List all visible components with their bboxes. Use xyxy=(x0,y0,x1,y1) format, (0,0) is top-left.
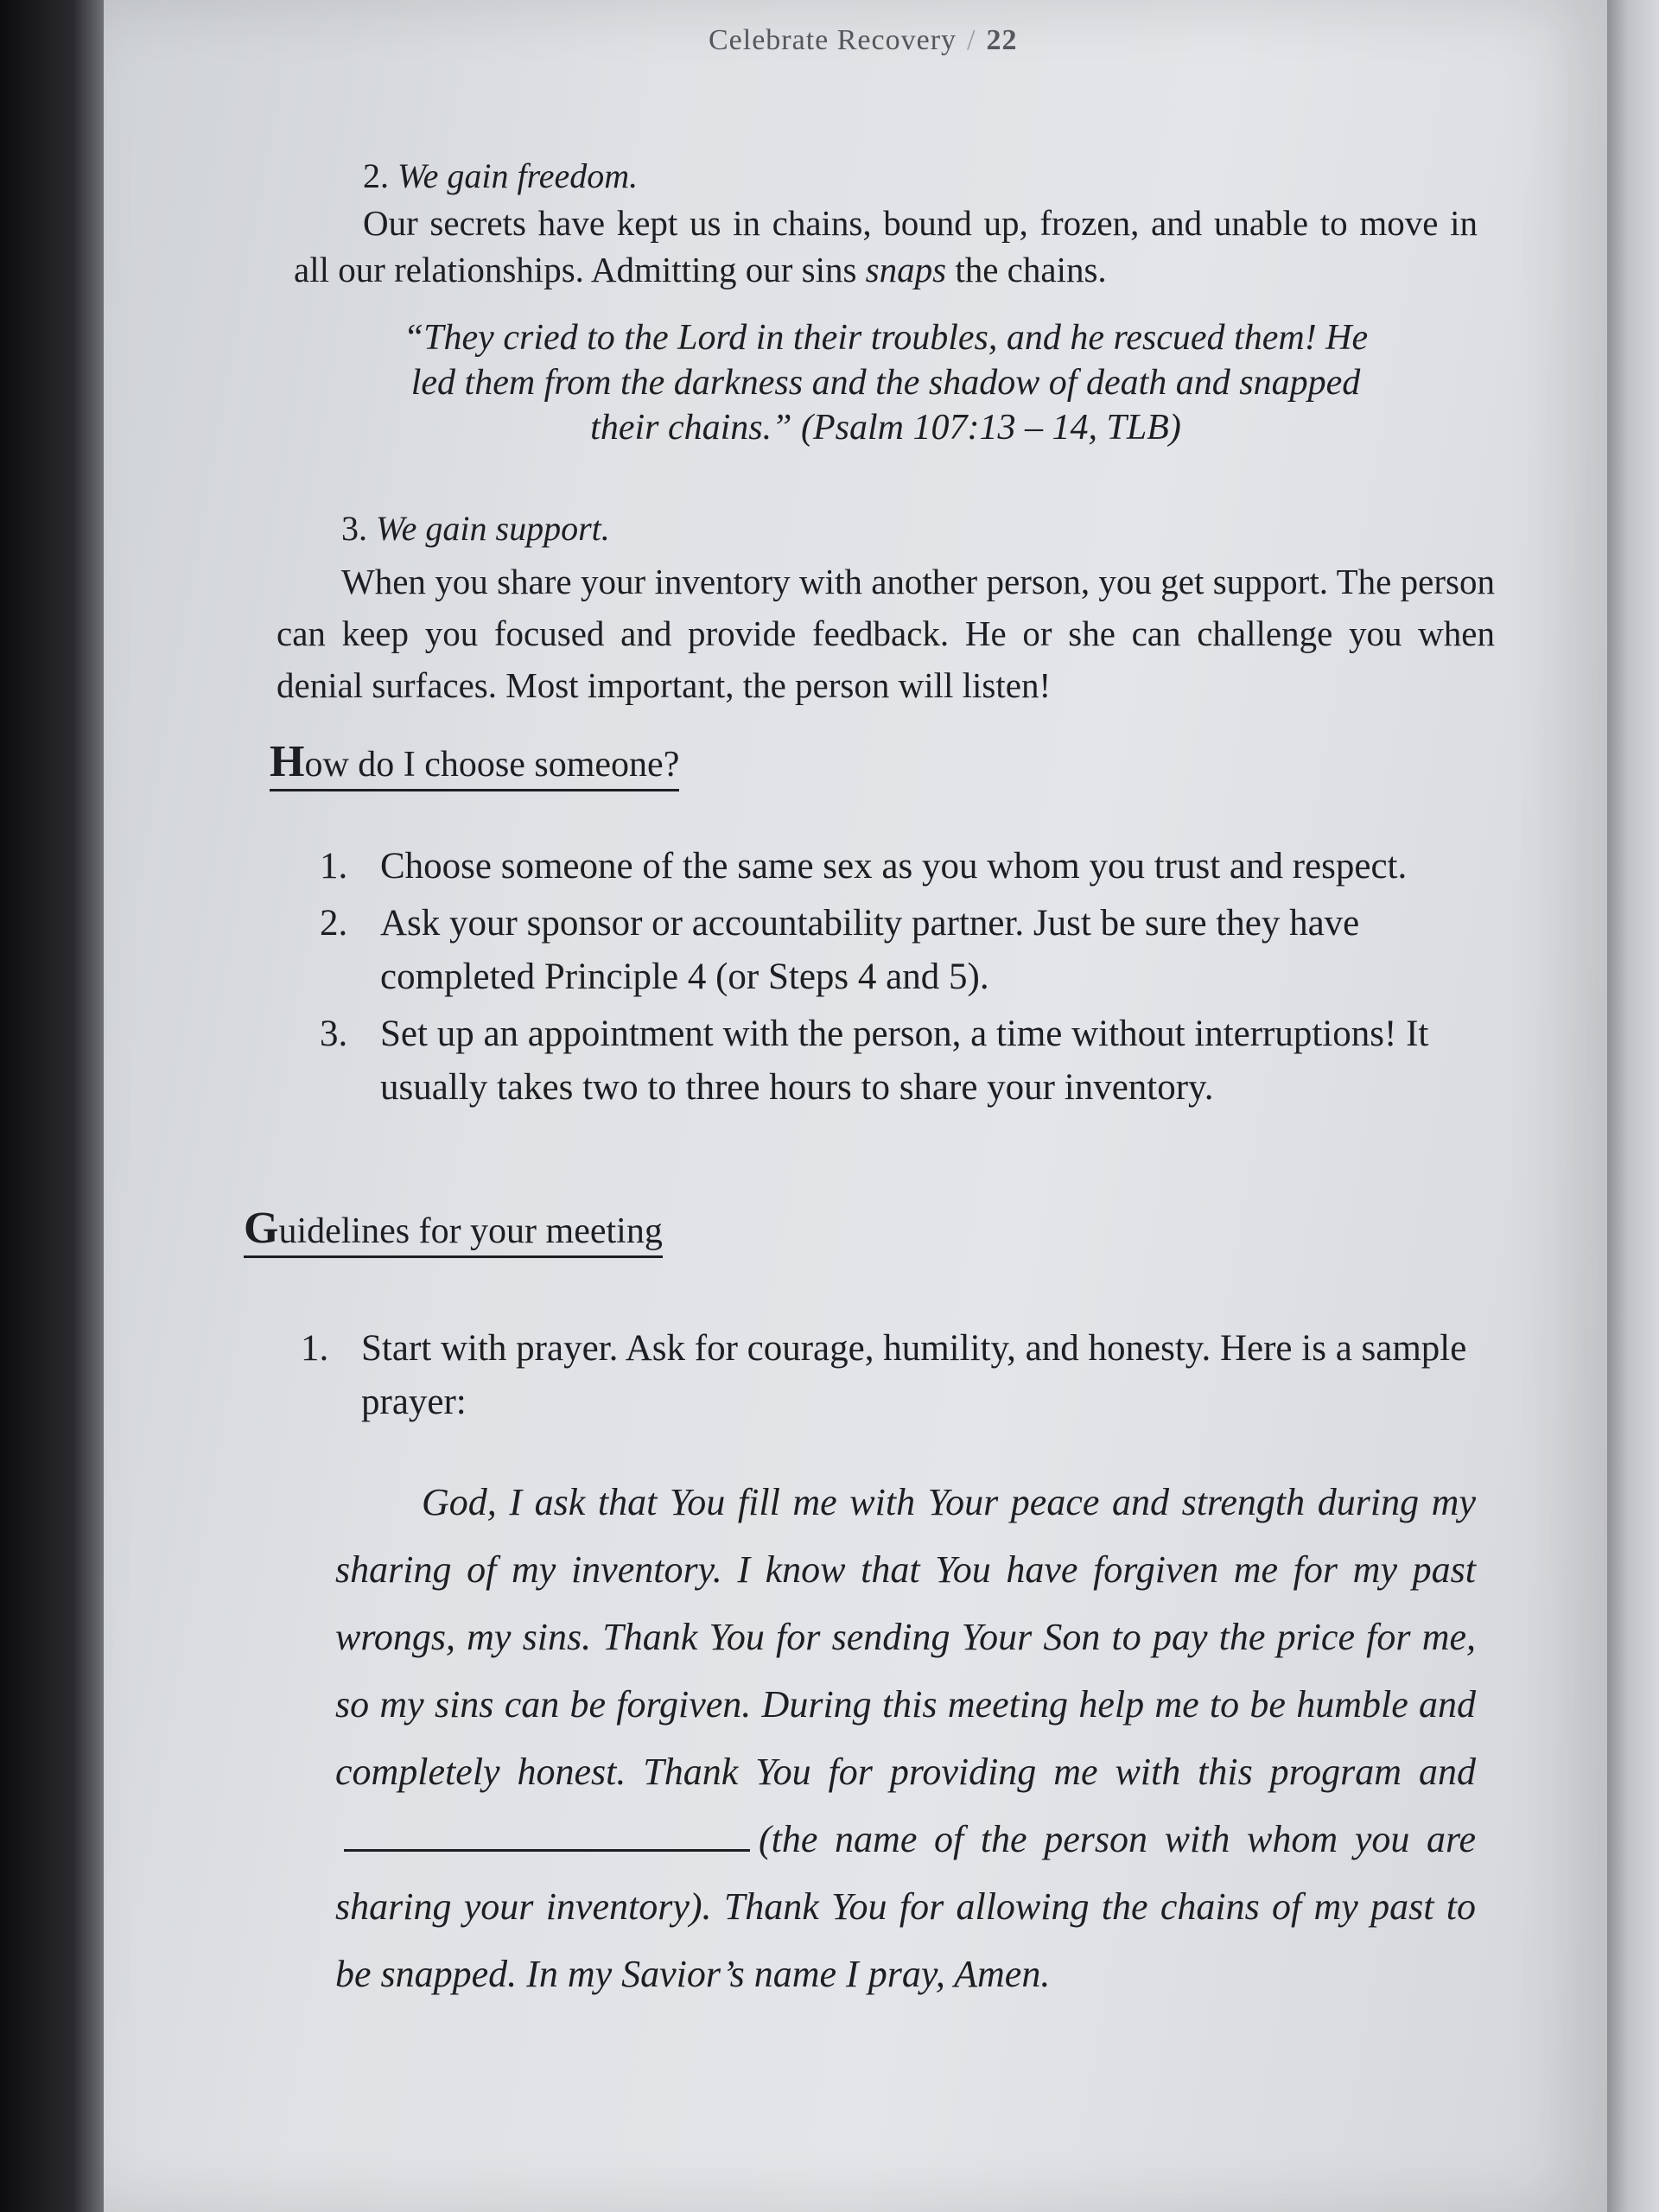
choose-item-3-text: Set up an appointment with the person, a time without interruptions! It usually takes two to three hours to share your inventory. xyxy=(380,1014,1429,1108)
section-2-number: 2. xyxy=(363,156,389,195)
section-3-number: 3. xyxy=(341,509,367,548)
guidelines-list xyxy=(301,1322,1536,1429)
guideline-items xyxy=(301,1322,1536,1429)
section-3 xyxy=(276,508,1495,711)
heading-choose-initial: H xyxy=(270,737,305,786)
prayer-text-part-1: God, I ask that You fill me with Your peace and strength during my sharing of my inventory. I know that You have forgiven me for my past wrongs, my sins. Thank You for sending Your Son to pay the price for me, so my sins can be forgiven. During this meeting help me to be humble and completely honest. Thank You for providing me with this program and xyxy=(335,1481,1476,1793)
section-2-body xyxy=(294,200,1478,293)
prayer-text-part-2: (the name of the person with whom you are sharing your inventory). Thank You for allowing the chains of my past to be snapped. In my Savior’s name I pray, Amen. xyxy=(335,1818,1476,1995)
section-2-body-emph: snaps xyxy=(865,250,947,289)
choose-item-2-text: Ask your sponsor or accountability partner. Just be sure they have completed Principle 4 (or Steps 4 and 5). xyxy=(380,903,1360,997)
section-2-title: We gain freedom. xyxy=(397,156,639,195)
section-3-heading xyxy=(276,508,1495,549)
sample-prayer xyxy=(335,1469,1476,2008)
guideline-item-1 xyxy=(301,1322,1536,1429)
scripture-quote: “They cried to the Lord in their troubles, and he rescued them! He led them from the darkness and the shadow of death and snapped their chains.” (Psalm 107:13 – 14, TLB) xyxy=(403,318,1369,448)
section-2-body-after: the chains. xyxy=(946,250,1107,289)
section-2-body-before: Our secrets have kept us in chains, bound up, frozen, and unable to move in all our relationships. Admitting our sins xyxy=(294,203,1478,289)
section-3-title: We gain support. xyxy=(376,509,610,548)
guideline-item-1-number: 1. xyxy=(301,1328,329,1369)
heading-guidelines-rest: uidelines for your meeting xyxy=(278,1211,663,1251)
page-edge xyxy=(1607,0,1659,2212)
choose-item-3-number: 3. xyxy=(320,1014,348,1054)
heading-choose-rest: ow do I choose someone? xyxy=(304,745,680,785)
choose-item-3 xyxy=(320,1007,1512,1115)
section-2-heading xyxy=(294,156,1478,196)
section-2 xyxy=(294,156,1478,450)
running-head xyxy=(709,24,1017,57)
page-number: 22 xyxy=(986,24,1018,56)
choose-items xyxy=(320,840,1512,1115)
choose-item-2-number: 2. xyxy=(320,903,348,944)
heading-choose-someone xyxy=(270,736,679,791)
choose-item-1-number: 1. xyxy=(320,846,348,887)
name-blank-line xyxy=(344,1823,750,1852)
choose-item-1-text: Choose someone of the same sex as you whom you trust and respect. xyxy=(380,846,1408,887)
heading-guidelines xyxy=(244,1203,663,1258)
section-3-body: When you share your inventory with another person, you get support. The person can keep you focused and provide feedback. He or she can challenge you when denial surfaces. Most important, the person will listen! xyxy=(276,562,1495,705)
running-head-title: Celebrate Recovery xyxy=(709,24,957,56)
choose-item-1 xyxy=(320,840,1512,893)
choose-item-2 xyxy=(320,897,1512,1004)
guideline-item-1-text: Start with prayer. Ask for courage, humility, and honesty. Here is a sample prayer: xyxy=(361,1328,1467,1422)
choose-list xyxy=(320,840,1512,1115)
running-head-separator: / xyxy=(967,24,976,56)
left-shadow xyxy=(0,0,104,2212)
heading-guidelines-initial: G xyxy=(244,1204,279,1253)
